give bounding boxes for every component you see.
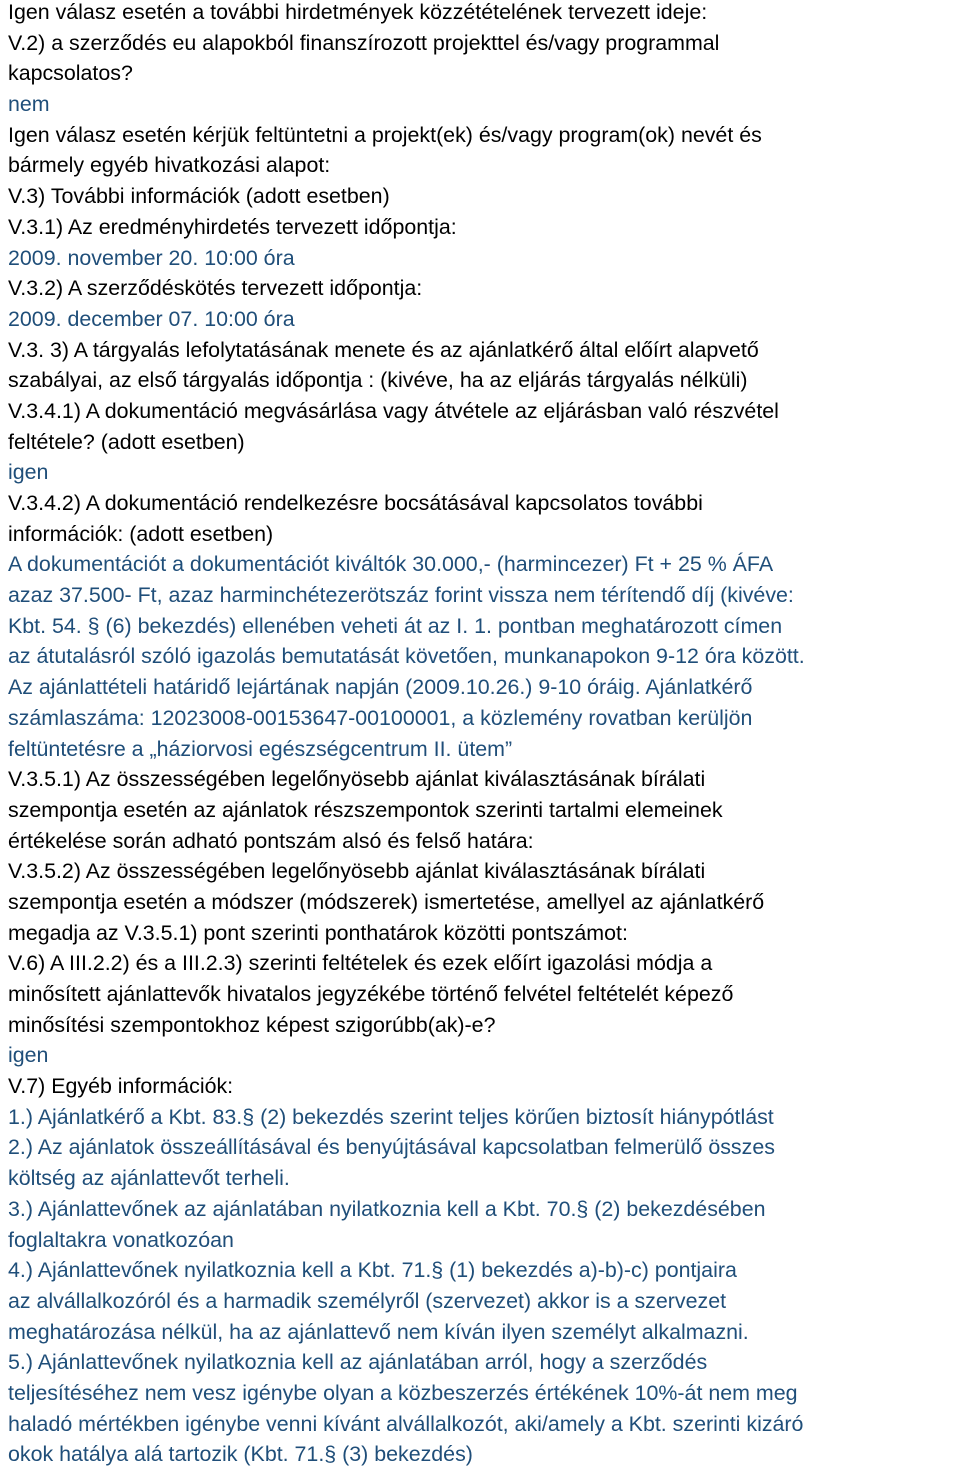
value-line: okok hatálya alá tartozik (Kbt. 71.§ (3) bekezdés) (8, 1442, 473, 1467)
label-line: információk: (adott esetben) (8, 521, 274, 546)
label-line: minősítési szempontokhoz képest szigorúbb(ak)-e? (8, 1012, 496, 1037)
label-line: megadja az V.3.5.1) pont szerinti ponthatárok közötti pontszámot: (8, 920, 628, 945)
label-line: értékelése során adható pontszám alsó és felső határa: (8, 828, 534, 853)
label-line: szempontja esetén a módszer (módszerek) ismertetése, amellyel az ajánlatkérő (8, 889, 765, 914)
value-line: 3.) Ajánlattevőnek az ajánlatában nyilatkoznia kell a Kbt. 70.§ (2) bekezdésében (8, 1196, 766, 1221)
label-line: V.6) A III.2.2) és a III.2.3) szerinti feltételek és ezek előírt igazolási módja a (8, 951, 713, 976)
value-line: teljesítéséhez nem vesz igénybe olyan a közbeszerzés értékének 10%-át nem meg (8, 1380, 798, 1405)
value-line: haladó mértékben igénybe venni kívánt alvállalkozót, aki/amely a Kbt. szerinti kizáró (8, 1411, 804, 1436)
label-line: V.7) Egyéb információk: (8, 1074, 234, 1099)
value-line: meghatározása nélkül, ha az ajánlattevő nem kíván ilyen személyt alkalmazni. (8, 1319, 749, 1344)
value-line: igen (8, 1043, 49, 1068)
label-line: Igen válasz esetén kérjük feltüntetni a projekt(ek) és/vagy program(ok) nevét és (8, 122, 762, 147)
label-line: bármely egyéb hivatkozási alapot: (8, 153, 331, 178)
label-line: feltétele? (adott esetben) (8, 429, 245, 454)
value-line: Kbt. 54. § (6) bekezdés) ellenében veheti át az I. 1. pontban meghatározott címen (8, 613, 783, 638)
value-line: 2009. november 20. 10:00 óra (8, 245, 295, 270)
label-line: V.3) További információk (adott esetben) (8, 184, 390, 209)
value-line: költség az ajánlattevőt terheli. (8, 1166, 290, 1191)
value-line: Az ajánlattételi határidő lejártának napján (2009.10.26.) 9-10 óráig. Ajánlatkérő (8, 675, 753, 700)
label-line: V.3.5.2) Az összességében legelőnyösebb ajánlat kiválasztásának bírálati (8, 859, 706, 884)
value-line: igen (8, 460, 49, 485)
label-line: V.3.5.1) Az összességében legelőnyösebb ajánlat kiválasztásának bírálati (8, 767, 706, 792)
value-line: foglaltakra vonatkozóan (8, 1227, 234, 1252)
value-line: 4.) Ajánlattevőnek nyilatkoznia kell a Kbt. 71.§ (1) bekezdés a)-b)-c) pontjaira (8, 1258, 737, 1283)
value-line: azaz 37.500- Ft, azaz harminchétezerötszáz forint vissza nem térítendő díj (kivéve: (8, 583, 794, 608)
document-body (8, 0, 960, 1470)
label-line: V.3.2) A szerződéskötés tervezett időpontja: (8, 276, 423, 301)
label-line: szempontja esetén az ajánlatok részszempontok szerinti tartalmi elemeinek (8, 797, 723, 822)
value-line: számlaszáma: 12023008-00153647-00100001, a közlemény rovatban kerüljön (8, 705, 753, 730)
value-line: 2.) Az ajánlatok összeállításával és benyújtásával kapcsolatban felmerülő összes (8, 1135, 775, 1160)
value-line: 5.) Ajánlattevőnek nyilatkoznia kell az ajánlatában arról, hogy a szerződés (8, 1350, 708, 1375)
label-line: minősített ajánlattevők hivatalos jegyzékébe történő felvétel feltételét képező (8, 982, 734, 1006)
label-line: V.3. 3) A tárgyalás lefolytatásának menete és az ajánlatkérő által előírt alapvető (8, 337, 759, 362)
label-line: Igen válasz esetén a további hirdetmények közzétételének tervezett ideje: (8, 0, 708, 24)
value-line: az alvállalkozóról és a harmadik személyről (szervezet) akkor is a szervezet (8, 1288, 727, 1313)
label-line: V.3.4.1) A dokumentáció megvásárlása vagy átvétele az eljárásban való részvétel (8, 398, 779, 423)
value-line: nem (8, 92, 50, 117)
value-line: az átutalásról szóló igazolás bemutatását követően, munkanapokon 9-12 óra között. (8, 644, 805, 669)
value-line: 1.) Ajánlatkérő a Kbt. 83.§ (2) bekezdés szerint teljes körűen biztosít hiánypótlást (8, 1104, 774, 1129)
label-line: V.3.1) Az eredményhirdetés tervezett időpontja: (8, 214, 457, 239)
value-line: feltüntetésre a „háziorvosi egészségcentrum II. ütem” (8, 736, 513, 761)
label-line: szabályai, az első tárgyalás időpontja : (kivéve, ha az eljárás tárgyalás nélküli) (8, 368, 748, 393)
label-line: V.3.4.2) A dokumentáció rendelkezésre bocsátásával kapcsolatos további (8, 491, 703, 515)
label-line: V.2) a szerződés eu alapokból finanszírozott projekttel és/vagy programmal (8, 30, 720, 55)
value-line: A dokumentációt a dokumentációt kiváltók 30.000,- (harmincezer) Ft + 25 % ÁFA (8, 552, 774, 577)
label-line: kapcsolatos? (8, 61, 133, 86)
value-line: 2009. december 07. 10:00 óra (8, 306, 295, 331)
